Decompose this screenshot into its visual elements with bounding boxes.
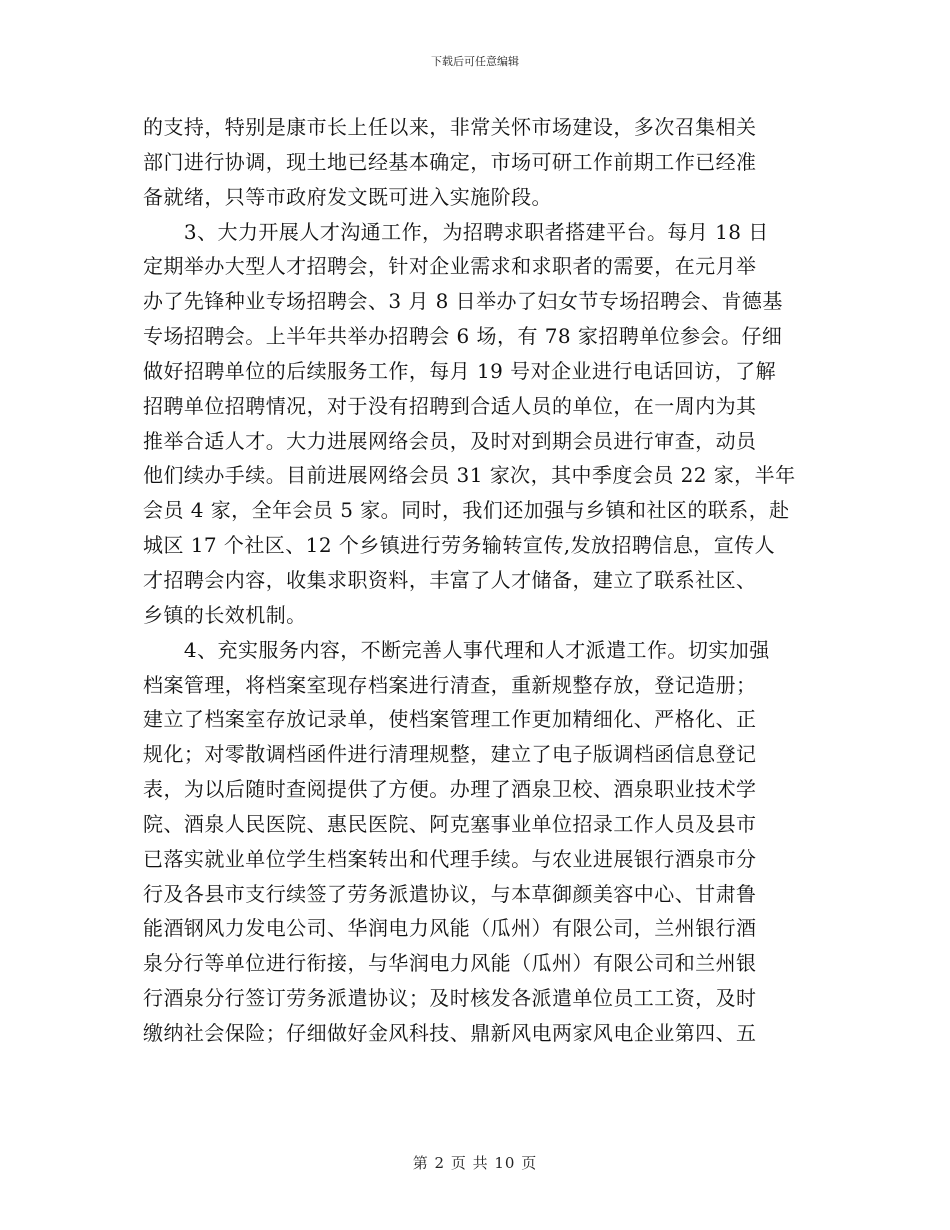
body-line: 会员 4 家，全年会员 5 家。同时，我们还加强与乡镇和社区的联系，赴 <box>143 498 790 523</box>
body-line: 4、充实服务内容，不断完善人事代理和人才派遣工作。切实加强 <box>143 637 770 662</box>
body-line: 规化；对零散调档函件进行清理规整，建立了电子版调档函信息登记 <box>143 742 757 767</box>
body-line: 泉分行等单位进行衔接，与华润电力风能（瓜州）有限公司和兰州银 <box>143 951 757 976</box>
body-line: 他们续办手续。目前进展网络会员 31 家次，其中季度会员 22 家，半年 <box>143 463 796 488</box>
body-line: 建立了档案室存放记录单，使档案管理工作更加精细化、严格化、正 <box>143 707 757 732</box>
page-footer: 第 2 页 共 10 页 <box>412 1154 538 1172</box>
body-line: 做好招聘单位的后续服务工作，每月 19 号对企业进行电话回访，了解 <box>143 358 777 383</box>
body-line: 院、酒泉人民医院、惠民医院、阿克塞事业单位招录工作人员及县市 <box>143 811 757 836</box>
body-line: 档案管理，将档案室现存档案进行清查，重新规整存放，登记造册； <box>143 672 757 697</box>
body-line: 行及各县市支行续签了劳务派遣协议，与本草御颜美容中心、甘肃鲁 <box>143 881 757 906</box>
body-line: 备就绪，只等市政府发文既可进入实施阶段。 <box>143 184 552 209</box>
body-line: 部门进行协调，现土地已经基本确定，市场可研工作前期工作已经准 <box>143 149 757 174</box>
body-line: 表，为以后随时查阅提供了方便。办理了酒泉卫校、酒泉职业技术学 <box>143 777 757 802</box>
body-line: 推举合适人才。大力进展网络会员，及时对到期会员进行审查，动员 <box>143 428 757 453</box>
body-line: 3、大力开展人才沟通工作，为招聘求职者搭建平台。每月 18 日 <box>143 219 769 244</box>
document-body <box>143 110 808 1051</box>
body-line: 乡镇的长效机制。 <box>143 602 307 627</box>
body-line: 的支持，特别是康市长上任以来，非常关怀市场建设，多次召集相关 <box>143 115 757 139</box>
page-header: 下载后可任意编辑 <box>431 55 519 68</box>
body-line: 办了先锋种业专场招聘会、3 月 8 日举办了妇女节专场招聘会、肯德基 <box>143 289 783 314</box>
body-line: 能酒钢风力发电公司、华润电力风能（瓜州）有限公司，兰州银行酒 <box>143 916 757 941</box>
body-line: 招聘单位招聘情况，对于没有招聘到合适人员的单位，在一周内为其 <box>143 393 757 418</box>
body-line: 缴纳社会保险；仔细做好金风科技、鼎新风电两家风电企业第四、五 <box>143 1020 757 1045</box>
body-line: 才招聘会内容，收集求职资料，丰富了人才储备，建立了联系社区、 <box>143 567 757 592</box>
body-line: 定期举办大型人才招聘会，针对企业需求和求职者的需要，在元月举 <box>143 254 757 279</box>
body-line: 已落实就业单位学生档案转出和代理手续。与农业进展银行酒泉市分 <box>143 846 757 871</box>
body-line: 行酒泉分行签订劳务派遣协议；及时核发各派遣单位员工工资，及时 <box>143 986 757 1011</box>
body-line: 专场招聘会。上半年共举办招聘会 6 场，有 78 家招聘单位参会。仔细 <box>143 324 783 349</box>
body-line: 城区 17 个社区、12 个乡镇进行劳务输转宣传,发放招聘信息，宣传人 <box>143 533 776 558</box>
